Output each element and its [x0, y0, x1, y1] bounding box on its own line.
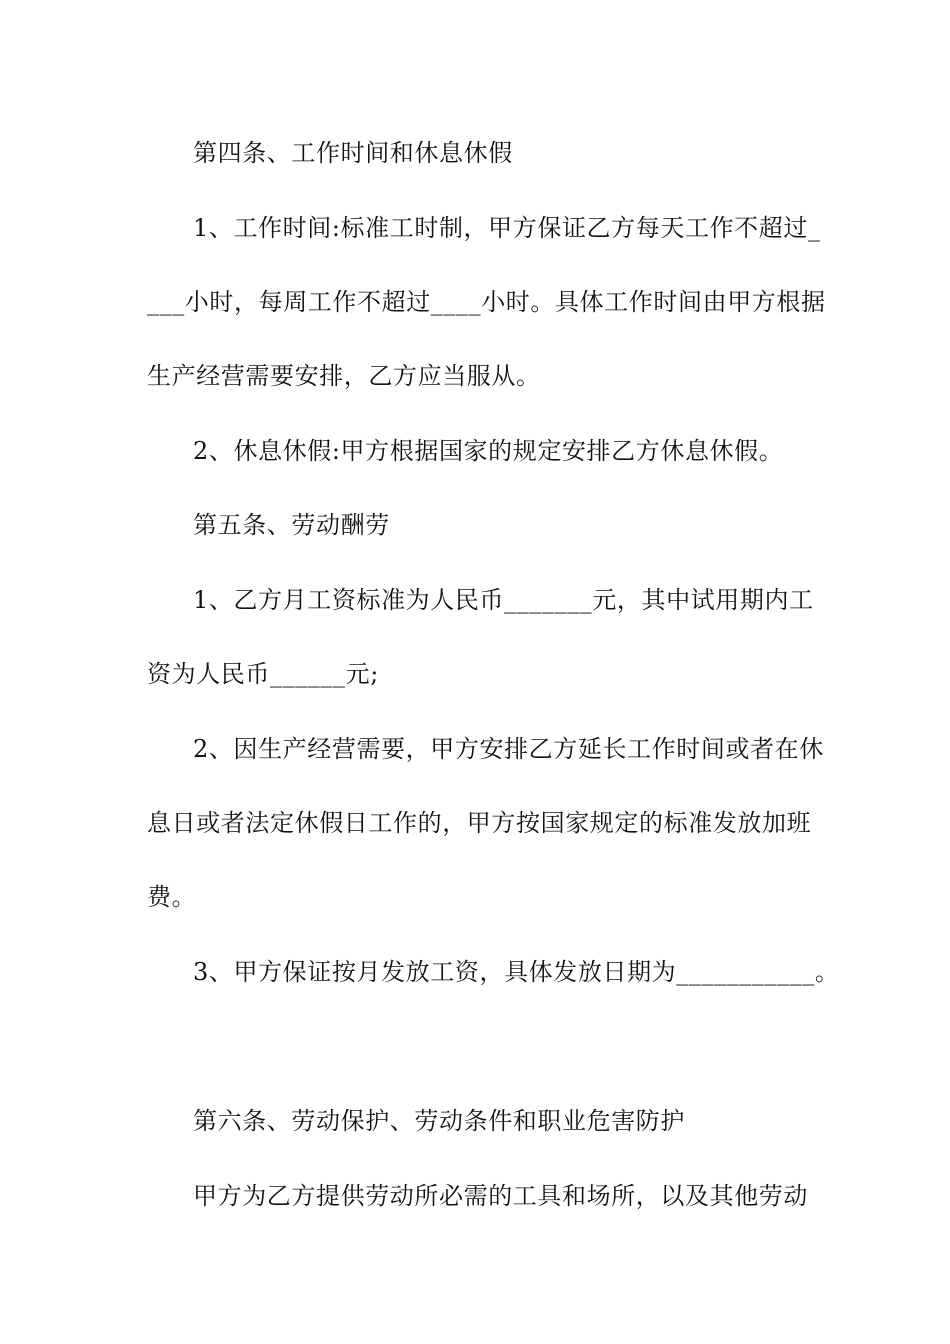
article-4-clause-1-line-1: 1、工作时间:标准工时制，甲方保证乙方每天工作不超过_: [193, 214, 821, 242]
article-5-clause-3: 3、甲方保证按月发放工资，具体发放日期为___________。: [193, 958, 840, 986]
article-4-clause-1-line-2: ___小时，每周工作不超过____小时。具体工作时间由甲方根据: [147, 288, 826, 316]
article-4-clause-1-line-3: 生产经营需要安排，乙方应当服从。: [147, 362, 541, 390]
article-5-clause-2-line-1: 2、因生产经营需要，甲方安排乙方延长工作时间或者在休: [193, 735, 824, 763]
article-5-clause-2-line-3: 费。: [147, 883, 197, 911]
article-4-heading: 第四条、工作时间和休息休假: [193, 139, 513, 167]
article-5-clause-1-line-2: 资为人民币______元;: [147, 660, 379, 688]
article-5-clause-1-line-1: 1、乙方月工资标准为人民币_______元，其中试用期内工: [193, 586, 814, 614]
article-4-clause-2: 2、休息休假:甲方根据国家的规定安排乙方休息休假。: [193, 437, 784, 465]
article-6-heading: 第六条、劳动保护、劳动条件和职业危害防护: [193, 1107, 685, 1135]
article-5-heading: 第五条、劳动酬劳: [193, 511, 390, 539]
article-6-body-line-1: 甲方为乙方提供劳动所必需的工具和场所，以及其他劳动: [193, 1182, 808, 1210]
article-5-clause-2-line-2: 息日或者法定休假日工作的，甲方按国家规定的标准发放加班: [147, 809, 812, 837]
